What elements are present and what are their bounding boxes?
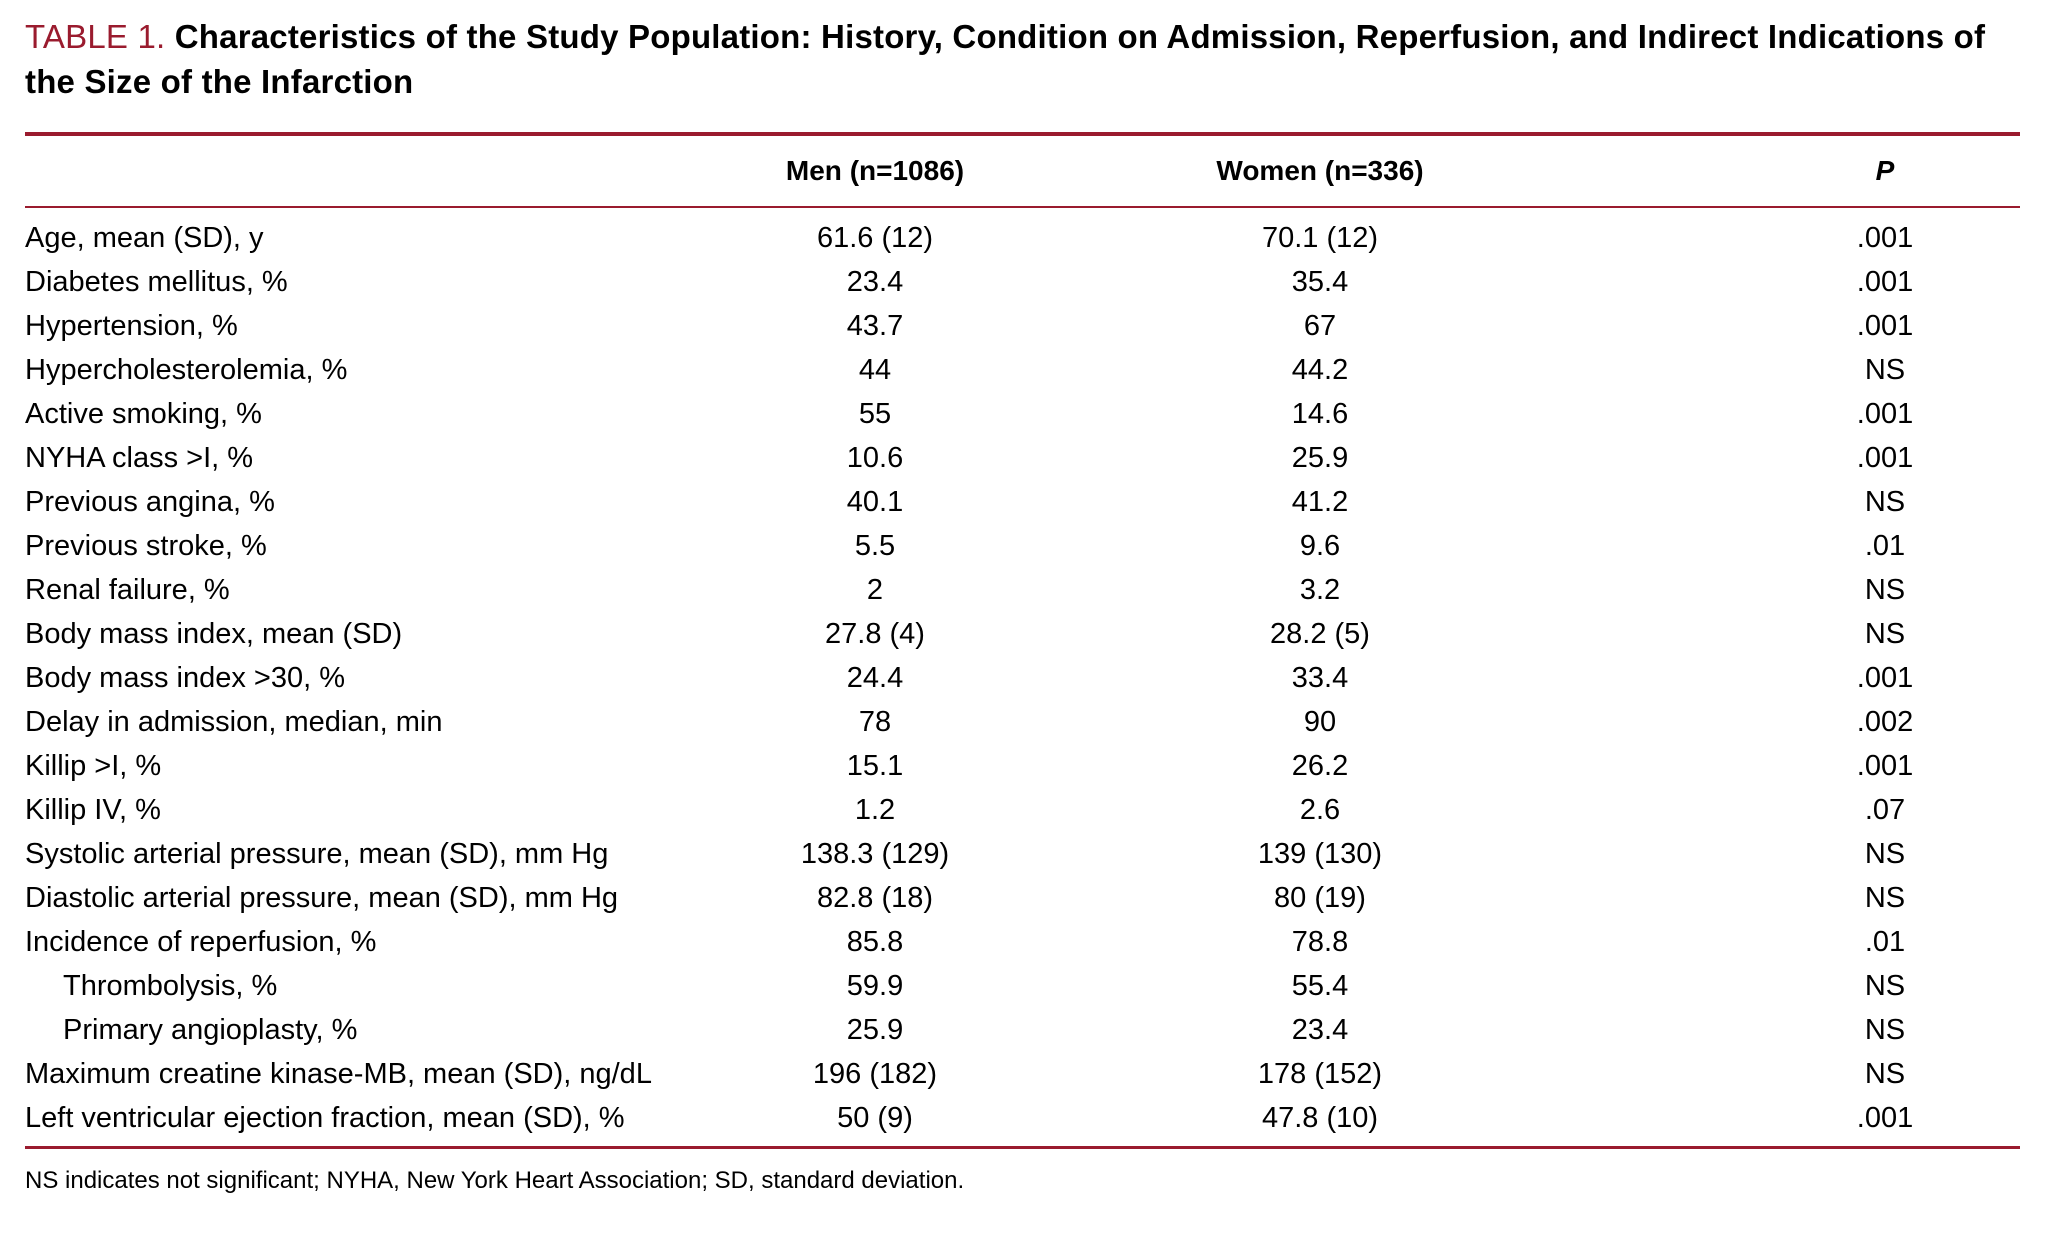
cell-men: 10.6: [846, 442, 904, 474]
cell-p: .001: [1856, 750, 1914, 782]
table-row: [25, 612, 2020, 656]
row-label: Previous angina, %: [25, 486, 275, 518]
cell-women: 80 (19): [1274, 882, 1366, 914]
cell-p: .001: [1856, 442, 1914, 474]
table-body: [25, 208, 2020, 1140]
cell-men: 27.8 (4): [825, 618, 925, 650]
table-row: [25, 1008, 2020, 1052]
table-row: [25, 436, 2020, 480]
table-caption: [25, 14, 2010, 104]
cell-women: 25.9: [1291, 442, 1349, 474]
cell-men: 59.9: [846, 970, 904, 1002]
cell-women: 9.6: [1299, 530, 1341, 562]
table-row: [25, 832, 2020, 876]
cell-p: NS: [1864, 354, 1906, 386]
row-label: Previous stroke, %: [25, 530, 267, 562]
cell-men: 43.7: [846, 310, 904, 342]
cell-men: 25.9: [846, 1014, 904, 1046]
table-row: [25, 964, 2020, 1008]
row-label: Hypertension, %: [25, 310, 238, 342]
cell-p: NS: [1864, 838, 1906, 870]
column-header-women: Women (n=336): [1216, 155, 1424, 186]
cell-p: NS: [1864, 486, 1906, 518]
row-label: NYHA class >I, %: [25, 442, 254, 474]
cell-women: 70.1 (12): [1261, 222, 1379, 254]
column-header-p: P: [1875, 155, 1895, 186]
table-row: [25, 260, 2020, 304]
row-label: Renal failure, %: [25, 574, 230, 606]
cell-men: 82.8 (18): [816, 882, 934, 914]
cell-women: 47.8 (10): [1261, 1102, 1379, 1134]
table-row: [25, 1096, 2020, 1140]
cell-p: NS: [1864, 1014, 1906, 1046]
row-label: Body mass index, mean (SD): [25, 618, 403, 650]
table-row: [25, 304, 2020, 348]
row-label: Maximum creatine kinase-MB, mean (SD), ng/dL: [25, 1058, 652, 1090]
cell-p: .01: [1864, 926, 1906, 958]
row-label: Left ventricular ejection fraction, mean (SD), %: [25, 1102, 625, 1134]
cell-men: 61.6 (12): [816, 222, 934, 254]
cell-women: 23.4: [1291, 1014, 1349, 1046]
table-row: [25, 1052, 2020, 1096]
cell-men: 44: [858, 354, 892, 386]
cell-women: 35.4: [1291, 266, 1349, 298]
cell-women: 55.4: [1291, 970, 1349, 1002]
cell-women: 41.2: [1291, 486, 1349, 518]
cell-p: NS: [1864, 574, 1906, 606]
row-label: Systolic arterial pressure, mean (SD), mm Hg: [25, 838, 609, 870]
cell-men: 78: [858, 706, 892, 738]
row-label: Diabetes mellitus, %: [25, 266, 288, 298]
table-row: [25, 744, 2020, 788]
cell-women: 14.6: [1291, 398, 1349, 430]
row-label: Hypercholesterolemia, %: [25, 354, 348, 386]
row-label: Thrombolysis, %: [63, 970, 278, 1002]
table-title: Characteristics of the Study Population: History, Condition on Admission, Reperfusion, and Indirect Indications of the Size of the Infarction: [25, 18, 1986, 100]
table-row: [25, 216, 2020, 260]
table-row: [25, 788, 2020, 832]
table-row: [25, 920, 2020, 964]
cell-p: .001: [1856, 398, 1914, 430]
table-footnote: NS indicates not significant; NYHA, New York Heart Association; SD, standard deviation.: [25, 1167, 965, 1194]
row-label: Age, mean (SD), y: [25, 222, 264, 254]
cell-men: 5.5: [854, 530, 896, 562]
bottom-rule: [25, 1146, 2020, 1149]
cell-women: 78.8: [1291, 926, 1349, 958]
cell-women: 3.2: [1299, 574, 1341, 606]
cell-men: 23.4: [846, 266, 904, 298]
cell-men: 15.1: [846, 750, 904, 782]
cell-p: .001: [1856, 266, 1914, 298]
cell-p: NS: [1864, 1058, 1906, 1090]
table-number-label: TABLE 1.: [25, 18, 166, 55]
cell-women: 67: [1303, 310, 1337, 342]
cell-p: NS: [1864, 970, 1906, 1002]
cell-p: .001: [1856, 222, 1914, 254]
row-label: Body mass index >30, %: [25, 662, 345, 694]
cell-men: 196 (182): [812, 1058, 938, 1090]
cell-men: 40.1: [846, 486, 904, 518]
row-label: Incidence of reperfusion, %: [25, 926, 377, 958]
cell-women: 26.2: [1291, 750, 1349, 782]
table-row: [25, 656, 2020, 700]
row-label: Active smoking, %: [25, 398, 262, 430]
column-header-men: Men (n=1086): [785, 155, 965, 186]
cell-p: .001: [1856, 310, 1914, 342]
row-label: Delay in admission, median, min: [25, 706, 443, 738]
cell-men: 55: [858, 398, 892, 430]
table-row: [25, 392, 2020, 436]
cell-men: 50 (9): [837, 1102, 913, 1134]
cell-women: 28.2 (5): [1270, 618, 1370, 650]
row-label: Diastolic arterial pressure, mean (SD), mm Hg: [25, 882, 619, 914]
cell-p: .001: [1856, 662, 1914, 694]
cell-women: 2.6: [1299, 794, 1341, 826]
cell-p: .01: [1864, 530, 1906, 562]
cell-p: .002: [1856, 706, 1914, 738]
cell-p: .001: [1856, 1102, 1914, 1134]
table-row: [25, 700, 2020, 744]
table-row: [25, 480, 2020, 524]
table-header-row: [25, 136, 2020, 206]
row-label: Killip IV, %: [25, 794, 161, 826]
cell-women: 178 (152): [1257, 1058, 1383, 1090]
table-row: [25, 348, 2020, 392]
cell-women: 139 (130): [1257, 838, 1383, 870]
cell-men: 2: [866, 574, 884, 606]
cell-women: 44.2: [1291, 354, 1349, 386]
cell-men: 1.2: [854, 794, 896, 826]
cell-p: .07: [1864, 794, 1906, 826]
cell-men: 138.3 (129): [800, 838, 950, 870]
row-label: Primary angioplasty, %: [63, 1014, 358, 1046]
cell-p: NS: [1864, 618, 1906, 650]
table-row: [25, 568, 2020, 612]
row-label: Killip >I, %: [25, 750, 162, 782]
cell-women: 90: [1303, 706, 1337, 738]
cell-p: NS: [1864, 882, 1906, 914]
table-row: [25, 876, 2020, 920]
cell-men: 85.8: [846, 926, 904, 958]
table-row: [25, 524, 2020, 568]
cell-men: 24.4: [846, 662, 904, 694]
cell-women: 33.4: [1291, 662, 1349, 694]
